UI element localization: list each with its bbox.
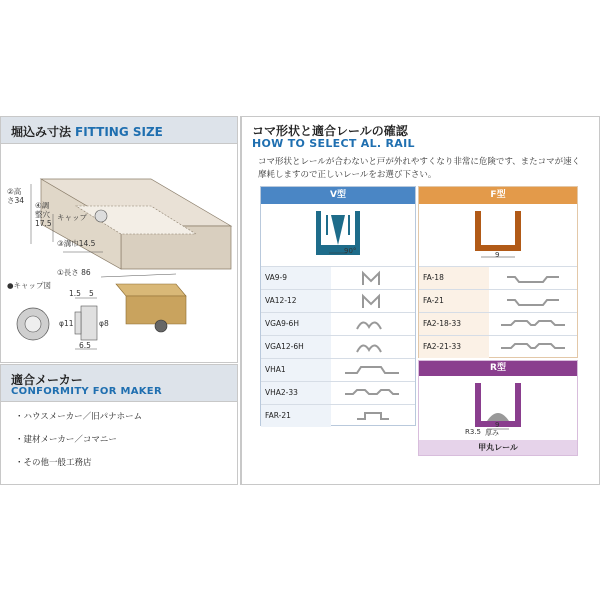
v-rail-code: VHA2-33 — [265, 388, 298, 397]
length-label: ①長さ 86 — [57, 268, 91, 277]
rail-profile-icon — [357, 292, 397, 310]
v-rail-row-5 — [261, 358, 415, 381]
v-rail-row-4 — [261, 335, 415, 358]
height-label: ②高さ34 — [7, 187, 25, 205]
r-width-label: 9 — [495, 421, 500, 429]
v-rail-code: VGA12-6H — [265, 342, 304, 351]
fitting-title-jp: 堀込み寸法 — [11, 125, 72, 139]
dim-phi8: φ8 — [99, 319, 109, 328]
maker-item-1: ・ハウスメーカー／旧パナホーム — [15, 412, 143, 422]
adjust-hole-label: ④調整穴17.5 — [35, 201, 52, 228]
groove-width-label: ③溝巾14.5 — [57, 239, 96, 248]
v-type-header: V型 — [261, 187, 415, 204]
fitting-size-header — [1, 117, 237, 144]
r-type-header: R型 — [419, 361, 577, 376]
v-type-icon — [261, 205, 415, 265]
f-rail-row-4 — [419, 335, 577, 358]
rail-profile-icon — [505, 269, 565, 287]
fitting-size-panel — [0, 116, 238, 363]
f-rail-row-1 — [419, 266, 577, 289]
v-rail-row-7 — [261, 404, 415, 427]
v-rail-row-3 — [261, 312, 415, 335]
cap-diagram-label: ●キャップ図 — [7, 281, 52, 290]
rail-title-en: HOW TO SELECT AL. RAIL — [252, 137, 415, 150]
v-angle-label: 90° — [344, 247, 357, 255]
v-rail-code: VGA9-6H — [265, 319, 299, 328]
fitting-diagram — [1, 144, 237, 362]
rail-profile-icon — [343, 384, 403, 402]
maker-header — [1, 365, 237, 402]
f-type-header: F型 — [419, 187, 577, 204]
v-rail-row-1 — [261, 266, 415, 289]
rail-profile-icon — [355, 407, 395, 425]
maker-title-jp: 適合メーカー — [11, 373, 83, 387]
maker-item-3: ・その他一般工務店 — [15, 458, 92, 468]
f-rail-code: FA2-21-33 — [423, 342, 462, 351]
f-rail-row-2 — [419, 289, 577, 312]
rail-profile-icon — [499, 338, 569, 356]
v-rail-code: FAR-21 — [265, 411, 291, 420]
r-type-footer: 甲丸レール — [419, 440, 577, 455]
rail-description: コマ形状とレールが合わないと戸が外れやすくなり非常に危険です、またコマが速く摩耗しますので正しいレールをお選び下さい。 — [258, 157, 581, 180]
rail-header — [242, 117, 599, 151]
rail-profile-icon — [355, 315, 395, 333]
r-type-table — [418, 360, 578, 456]
dim-1-5: 1.5 — [69, 289, 81, 298]
v-rail-code: VA9-9 — [265, 273, 288, 282]
rail-profile-icon — [355, 338, 395, 356]
fitting-title-en: FITTING SIZE — [75, 125, 163, 139]
v-rail-code: VHA1 — [265, 365, 286, 374]
f-rail-code: FA-18 — [423, 273, 444, 282]
v-rail-row-2 — [261, 289, 415, 312]
f-type-table — [418, 186, 578, 358]
maker-panel — [0, 364, 238, 485]
rail-profile-icon — [499, 315, 569, 333]
f-width-label: 9 — [495, 251, 500, 259]
v-rail-code: VA12-12 — [265, 296, 297, 305]
dim-6-5: 6.5 — [79, 341, 91, 350]
f-rail-code: FA2-18-33 — [423, 319, 462, 328]
r-thickness-label: 厚み — [485, 429, 499, 437]
rail-profile-icon — [357, 269, 397, 287]
r-radius-label: R3.5 — [465, 428, 481, 436]
rail-profile-icon — [505, 292, 565, 310]
maker-item-2: ・建材メーカー／コマニー — [15, 435, 117, 445]
f-rail-code: FA-21 — [423, 296, 444, 305]
dim-5: 5 — [89, 289, 94, 298]
f-rail-row-3 — [419, 312, 577, 335]
v-type-table — [260, 186, 416, 426]
dim-phi11: φ11 — [59, 319, 74, 328]
v-rail-row-6 — [261, 381, 415, 404]
rail-title-jp: コマ形状と適合レールの確認 — [252, 124, 408, 138]
cap-label: キャップ — [57, 213, 87, 222]
rail-profile-icon — [343, 361, 403, 379]
maker-title-en: CONFORMITY FOR MAKER — [11, 386, 162, 397]
